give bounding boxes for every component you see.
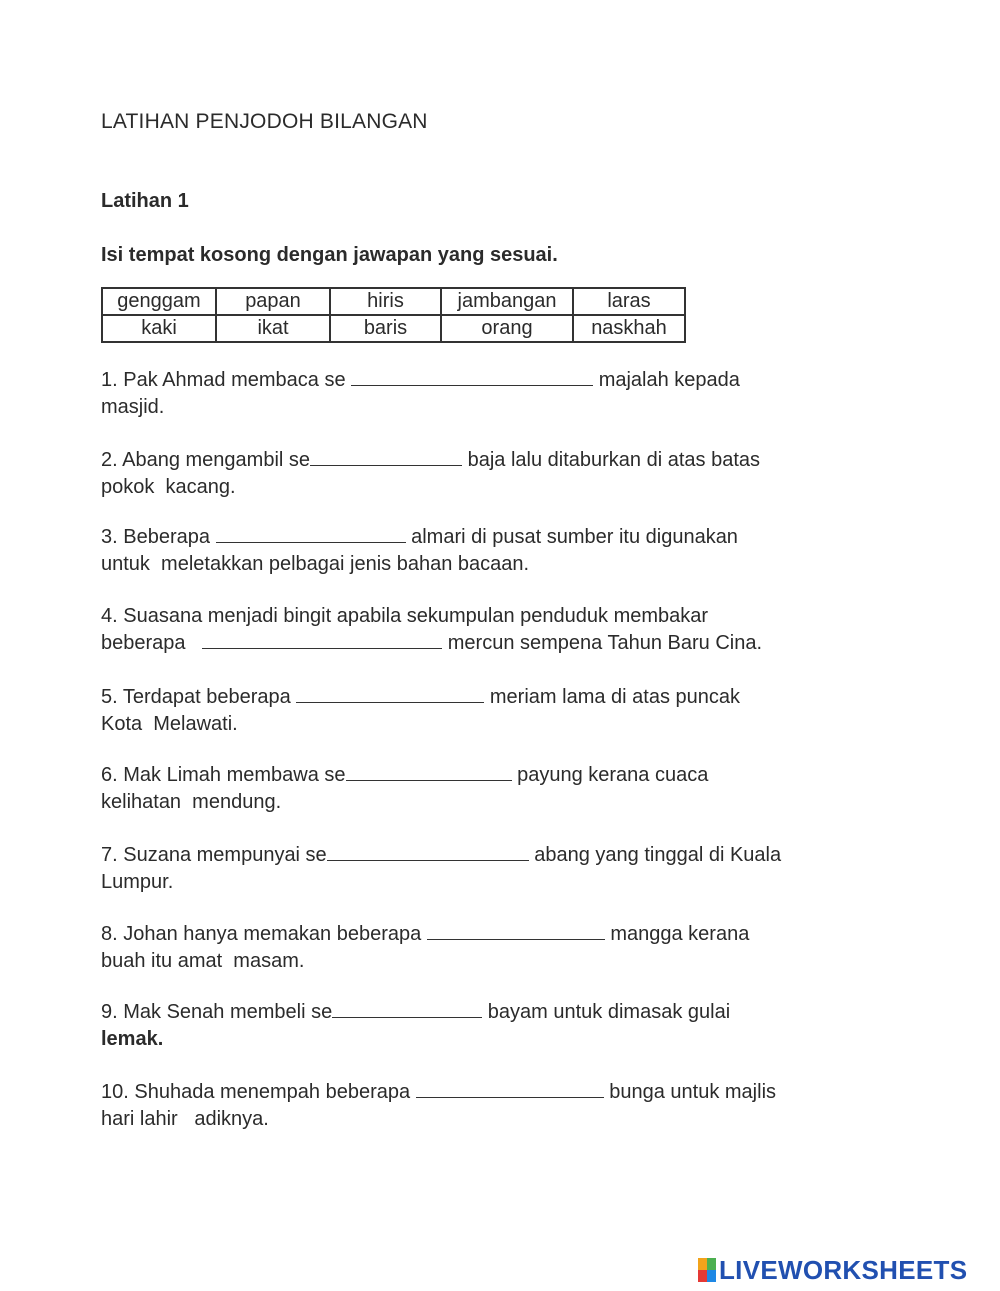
question-continuation: pokok kacang. [101,476,236,498]
question-8 [101,921,861,975]
question-4 [101,603,861,657]
word-bank-cell: orang [441,315,573,342]
question-continuation: Kota Melawati. [101,713,238,735]
question-continuation: buah itu amat masam. [101,950,305,972]
question-10 [101,1079,861,1133]
question-text: bunga untuk majlis [603,1081,777,1103]
question-3 [101,524,861,578]
question-text: 7. Suzana mempunyai se [101,844,327,866]
word-bank-table [101,287,686,343]
question-continuation: hari lahir adiknya. [101,1108,269,1130]
question-1 [101,367,861,421]
word-bank-cell: baris [330,315,441,342]
question-text: almari di pusat sumber itu digunakan [405,526,738,548]
question-continuation: kelihatan mendung. [101,791,282,813]
instruction-text: Isi tempat kosong dengan jawapan yang sesuai. [101,244,558,266]
question-text: meriam lama di atas puncak [484,686,741,708]
question-7 [101,842,861,896]
question-text: 6. Mak Limah membawa se [101,764,346,786]
question-text: mercun sempena Tahun Baru Cina. [442,632,763,654]
question-5 [101,684,861,738]
question-text: mangga kerana [604,923,750,945]
question-text: 10. Shuhada menempah beberapa [101,1081,416,1103]
answer-blank-4[interactable] [202,630,442,649]
answer-blank-1[interactable] [351,367,593,386]
worksheet-title: LATIHAN PENJODOH BILANGAN [101,110,428,133]
word-bank-cell: laras [573,288,685,315]
question-text: baja lalu ditaburkan di atas batas [462,449,761,471]
answer-blank-5[interactable] [296,684,484,703]
word-bank-cell: ikat [216,315,330,342]
answer-blank-6[interactable] [346,762,512,781]
question-text: 8. Johan hanya memakan beberapa [101,923,427,945]
question-text: 1. Pak Ahmad membaca se [101,369,352,391]
answer-blank-2[interactable] [310,447,462,466]
question-text: 3. Beberapa [101,526,216,548]
question-6 [101,762,861,816]
word-bank-cell: kaki [102,315,216,342]
answer-blank-9[interactable] [332,999,482,1018]
word-bank-cell: jambangan [441,288,573,315]
word-bank-row [102,288,685,315]
answer-blank-3[interactable] [216,524,406,543]
answer-blank-7[interactable] [327,842,529,861]
word-bank-cell: hiris [330,288,441,315]
question-text: payung kerana cuaca [511,764,709,786]
question-9 [101,999,861,1053]
word-bank-cell: genggam [102,288,216,315]
question-text: beberapa [101,632,203,654]
answer-blank-8[interactable] [427,921,605,940]
word-bank-cell: naskhah [573,315,685,342]
question-continuation: Lumpur. [101,871,174,893]
question-continuation: masjid. [101,396,165,418]
exercise-heading: Latihan 1 [101,190,189,212]
liveworksheets-logo[interactable] [698,1255,967,1285]
answer-blank-10[interactable] [416,1079,604,1098]
question-text: bayam untuk dimasak gulai [482,1001,731,1023]
question-2 [101,447,861,501]
question-text: 2. Abang mengambil se [101,449,311,471]
question-text: 5. Terdapat beberapa [101,686,297,708]
logo-text: LIVEWORKSHEETS [719,1254,968,1285]
question-continuation: untuk meletakkan pelbagai jenis bahan bacaan. [101,553,530,575]
liveworksheets-logo-icon [698,1258,716,1282]
question-continuation: lemak. [101,1028,164,1050]
word-bank-cell: papan [216,288,330,315]
question-text: abang yang tinggal di Kuala [528,844,782,866]
question-text: majalah kepada [593,369,740,391]
question-text: 4. Suasana menjadi bingit apabila sekumpulan penduduk membakar [101,605,709,627]
word-bank-row [102,315,685,342]
question-text: 9. Mak Senah membeli se [101,1001,333,1023]
